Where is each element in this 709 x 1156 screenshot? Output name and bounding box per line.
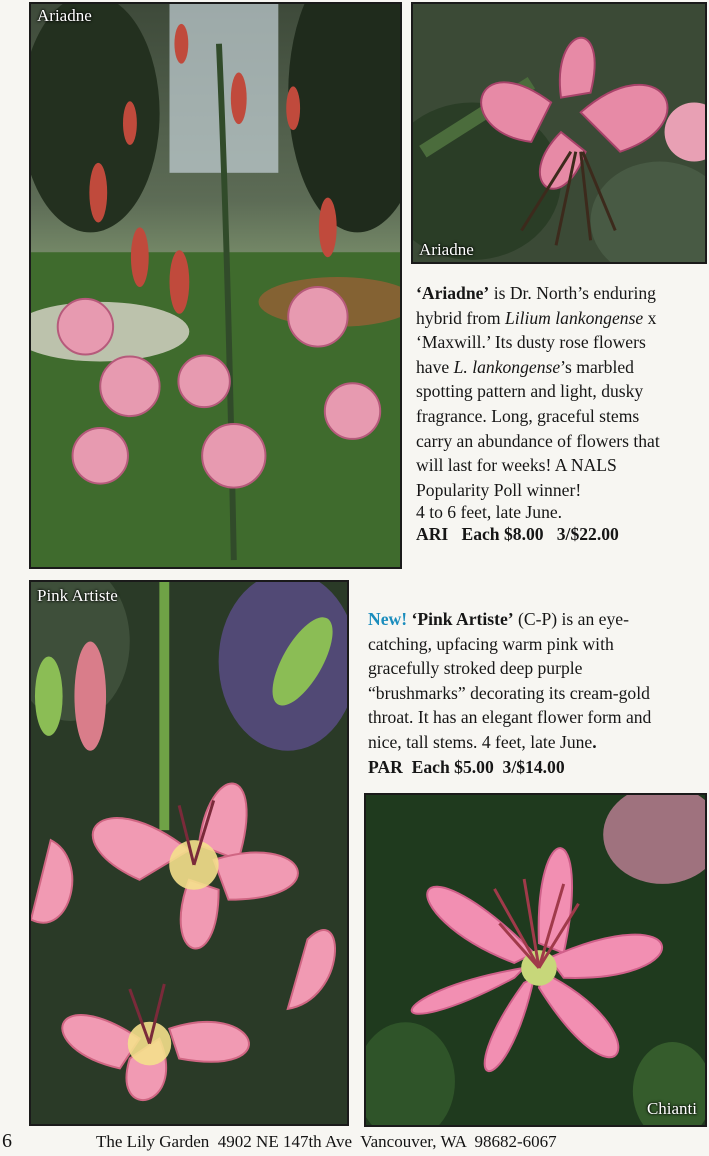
- ariadne-stem-caption: Ariadne: [37, 6, 92, 25]
- footer-address: The Lily Garden 4902 NE 147th Ave Vancouver, WA 98682-6067: [96, 1132, 557, 1151]
- pink-artiste-price: PAR Each $5.00 3/$14.00: [368, 756, 565, 777]
- pink-artiste-description: New! ‘Pink Artiste’ (C-P) is an eye- catching, upfacing warm pink with gracefully stroked deep purple “brushmarks” decorating its cream-gold throat. It has an elegant flower form and nice, tall stems. 4 feet, late June. PAR Each $5.00 3/$14.00: [368, 607, 708, 779]
- ariadne-closeup-caption: Ariadne: [419, 240, 474, 259]
- page-number: 6: [2, 1130, 12, 1152]
- page-footer: [0, 1128, 709, 1156]
- chianti-photo: [364, 793, 707, 1127]
- pink-artiste-photo: [29, 580, 349, 1126]
- ariadne-name: ‘Ariadne’: [416, 283, 490, 303]
- pink-artiste-caption: Pink Artiste: [37, 586, 118, 605]
- ariadne-stem-photo: [29, 2, 402, 569]
- new-label: New!: [368, 609, 408, 629]
- pink-artiste-name: ‘Pink Artiste’: [411, 609, 514, 629]
- ariadne-closeup-photo: [411, 2, 707, 264]
- chianti-caption: Chianti: [646, 1099, 697, 1118]
- ariadne-description: ‘Ariadne’ is Dr. North’s enduring hybrid from Lilium lankongense x ‘Maxwill.’ Its dusty rose flowers have L. lankongense’s marbled spotting pattern and light, dusky fragrance. Long, graceful stems carry an abundance of flowers that will last for weeks! A NALS Popularity Poll winner! 4 to 6 feet, late June. ARI Each $8.00 3/$22.00: [416, 281, 706, 547]
- ariadne-price: ARI Each $8.00 3/$22.00: [416, 524, 619, 545]
